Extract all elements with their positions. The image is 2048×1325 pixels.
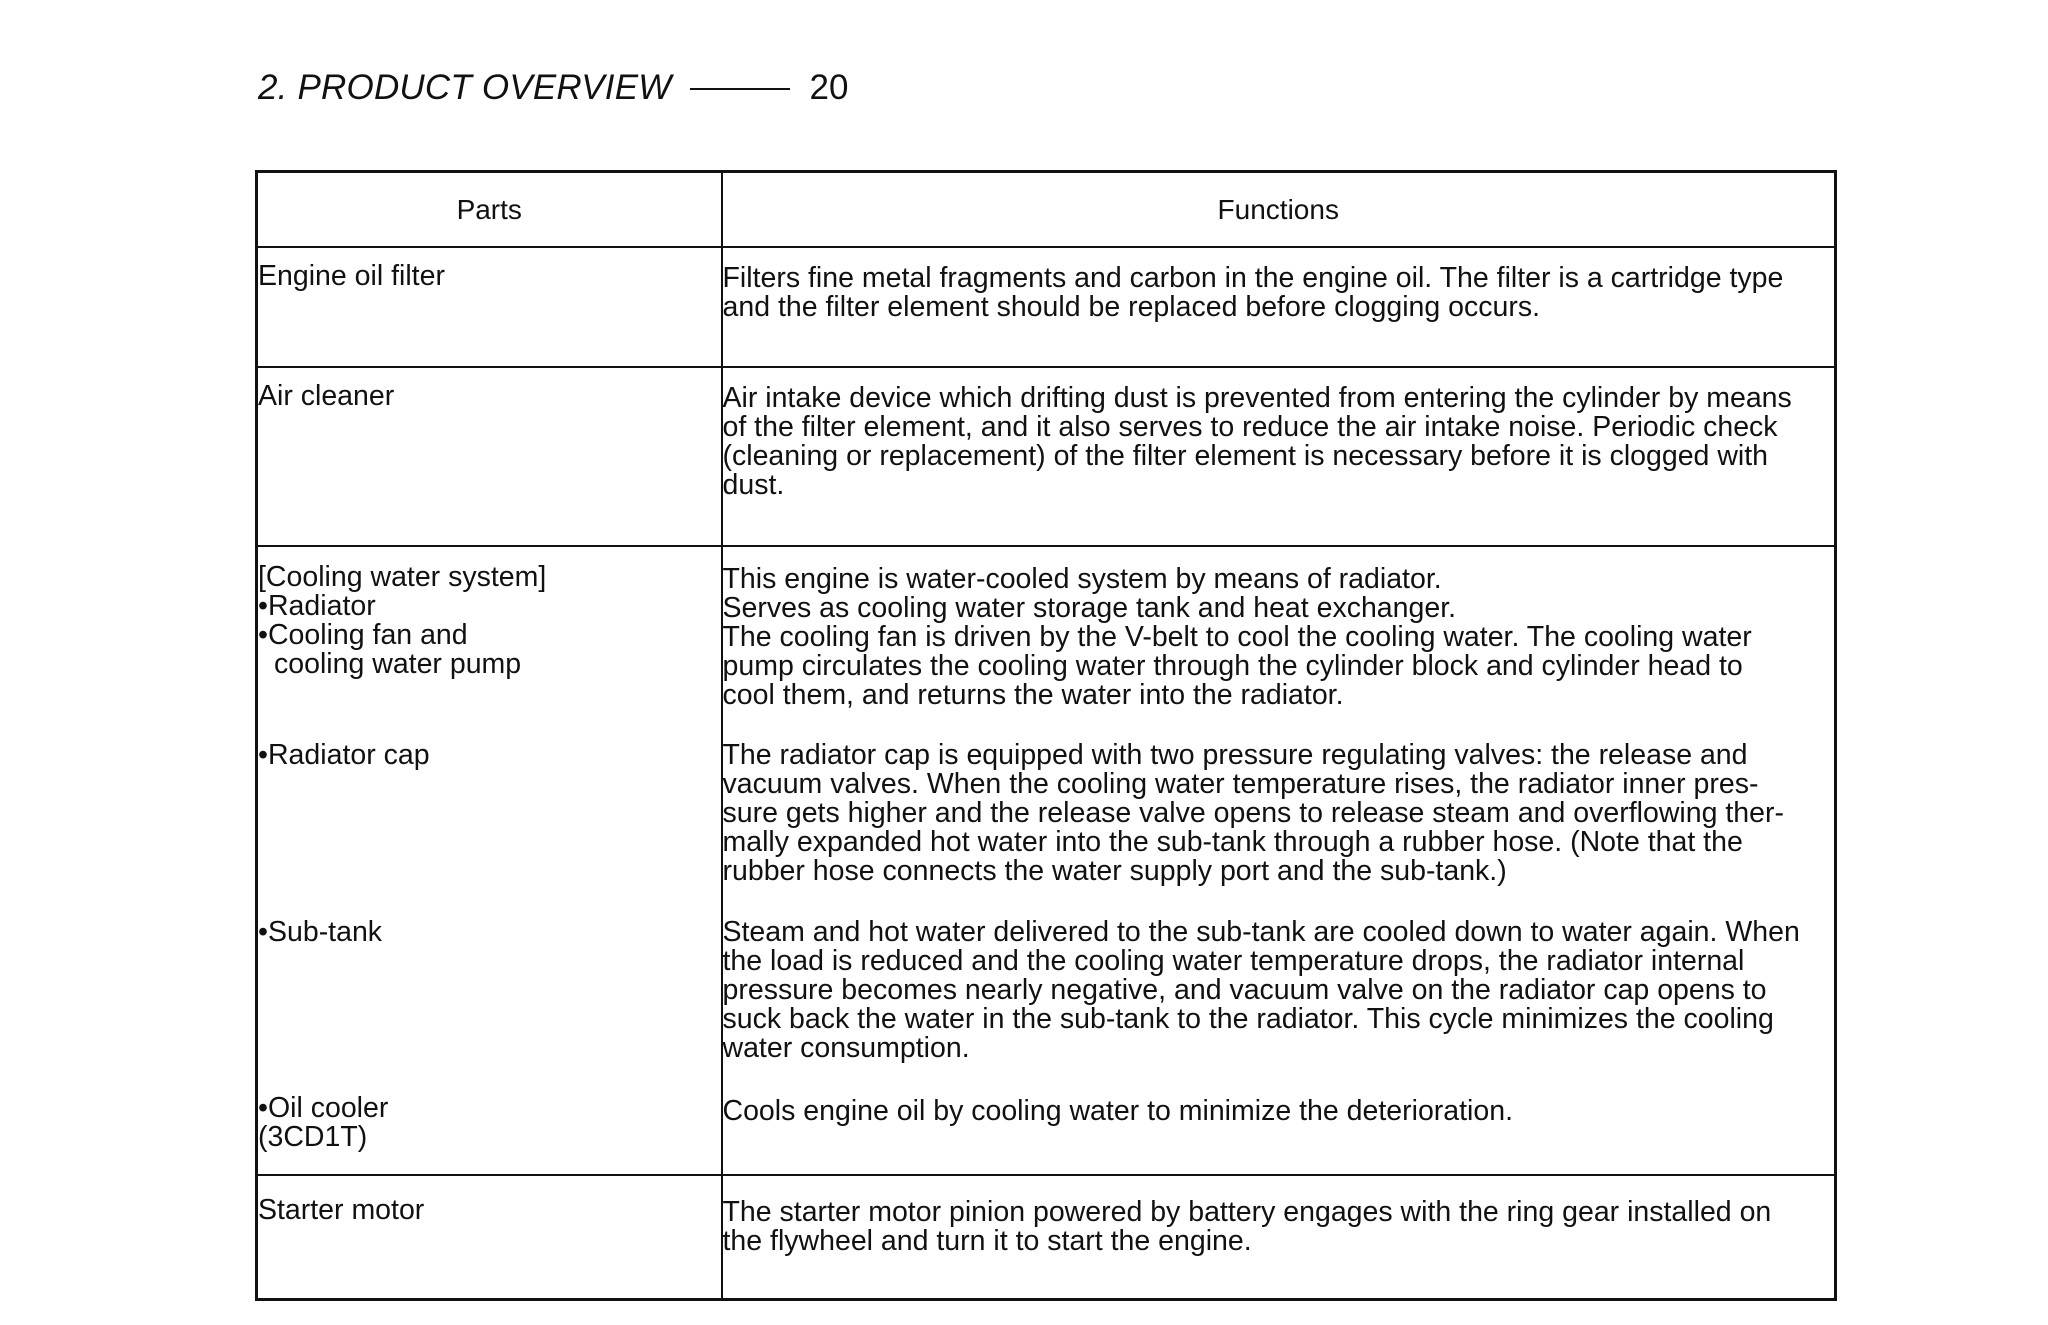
part-name: Air cleaner bbox=[258, 380, 395, 412]
function-text: water consumption. bbox=[722, 1032, 970, 1064]
part-name: •Oil cooler bbox=[258, 1092, 389, 1124]
part-cell bbox=[257, 367, 722, 546]
table-row bbox=[257, 1175, 1836, 1300]
table-row bbox=[257, 741, 1836, 918]
function-text: Steam and hot water delivered to the sub-tank are cooled down to water again. When bbox=[722, 916, 1800, 948]
parts-functions-table bbox=[255, 170, 1837, 1301]
part-name: •Cooling fan and bbox=[258, 619, 468, 651]
part-cell bbox=[257, 1175, 722, 1300]
page-number: 20 bbox=[809, 68, 849, 107]
function-text: sure gets higher and the release valve opens to release steam and overflowing ther- bbox=[722, 797, 1784, 829]
part-name: [Cooling water system] bbox=[258, 561, 547, 593]
function-cell bbox=[722, 1094, 1836, 1175]
part-name: (3CD1T) bbox=[258, 1121, 368, 1153]
function-text: Air intake device which drifting dust is prevented from entering the cylinder by means bbox=[722, 382, 1792, 414]
function-text: the flywheel and turn it to start the engine. bbox=[722, 1225, 1252, 1257]
table-row bbox=[257, 546, 1836, 741]
header-rule bbox=[690, 88, 790, 90]
function-text: of the filter element, and it also serves to reduce the air intake noise. Periodic check bbox=[722, 411, 1778, 443]
part-cell bbox=[257, 918, 722, 1094]
function-text: dust. bbox=[722, 469, 785, 501]
table-header-row bbox=[257, 172, 1836, 248]
function-text: and the filter element should be replaced before clogging occurs. bbox=[722, 291, 1541, 323]
part-cell bbox=[257, 546, 722, 741]
function-text: This engine is water-cooled system by means of radiator. bbox=[722, 563, 1442, 595]
part-cell bbox=[257, 247, 722, 367]
function-cell bbox=[722, 367, 1836, 546]
function-text: pump circulates the cooling water through the cylinder block and cylinder head to bbox=[722, 650, 1743, 682]
table-row bbox=[257, 1094, 1836, 1175]
function-text: mally expanded hot water into the sub-tank through a rubber hose. (Note that the bbox=[722, 826, 1743, 858]
function-cell bbox=[722, 546, 1836, 741]
function-text: rubber hose connects the water supply port and the sub-tank.) bbox=[722, 855, 1507, 887]
column-header-parts: Parts bbox=[257, 172, 722, 248]
page-header bbox=[258, 64, 848, 112]
function-text: vacuum valves. When the cooling water temperature rises, the radiator inner pres- bbox=[722, 768, 1759, 800]
table-row bbox=[257, 367, 1836, 546]
function-text: The cooling fan is driven by the V-belt to cool the cooling water. The cooling water bbox=[722, 621, 1752, 653]
part-name: Engine oil filter bbox=[258, 260, 445, 292]
part-cell bbox=[257, 1094, 722, 1175]
table-row bbox=[257, 918, 1836, 1094]
part-name: •Radiator cap bbox=[258, 739, 430, 771]
function-text: pressure becomes nearly negative, and vacuum valve on the radiator cap opens to bbox=[722, 974, 1767, 1006]
function-text: Cools engine oil by cooling water to minimize the deterioration. bbox=[722, 1095, 1513, 1127]
section-title: 2. PRODUCT OVERVIEW bbox=[258, 68, 672, 107]
function-text: cool them, and returns the water into the radiator. bbox=[722, 679, 1344, 711]
column-header-functions: Functions bbox=[722, 172, 1836, 248]
part-name: Starter motor bbox=[258, 1194, 425, 1226]
function-text: The starter motor pinion powered by battery engages with the ring gear installed on bbox=[722, 1196, 1772, 1228]
part-name: •Sub-tank bbox=[258, 916, 383, 948]
function-text: suck back the water in the sub-tank to the radiator. This cycle minimizes the cooling bbox=[722, 1003, 1774, 1035]
part-cell bbox=[257, 741, 722, 918]
function-cell bbox=[722, 918, 1836, 1094]
function-text: Filters fine metal fragments and carbon in the engine oil. The filter is a cartridge type bbox=[722, 262, 1784, 294]
function-text: the load is reduced and the cooling water temperature drops, the radiator internal bbox=[722, 945, 1745, 977]
function-cell bbox=[722, 741, 1836, 918]
function-cell bbox=[722, 247, 1836, 367]
function-text: Serves as cooling water storage tank and heat exchanger. bbox=[722, 592, 1457, 624]
table-row bbox=[257, 247, 1836, 367]
function-text: (cleaning or replacement) of the filter element is necessary before it is clogged with bbox=[722, 440, 1769, 472]
part-name: cooling water pump bbox=[274, 648, 522, 680]
function-text: The radiator cap is equipped with two pressure regulating valves: the release and bbox=[722, 739, 1748, 771]
function-cell bbox=[722, 1175, 1836, 1300]
part-name: •Radiator bbox=[258, 590, 376, 622]
